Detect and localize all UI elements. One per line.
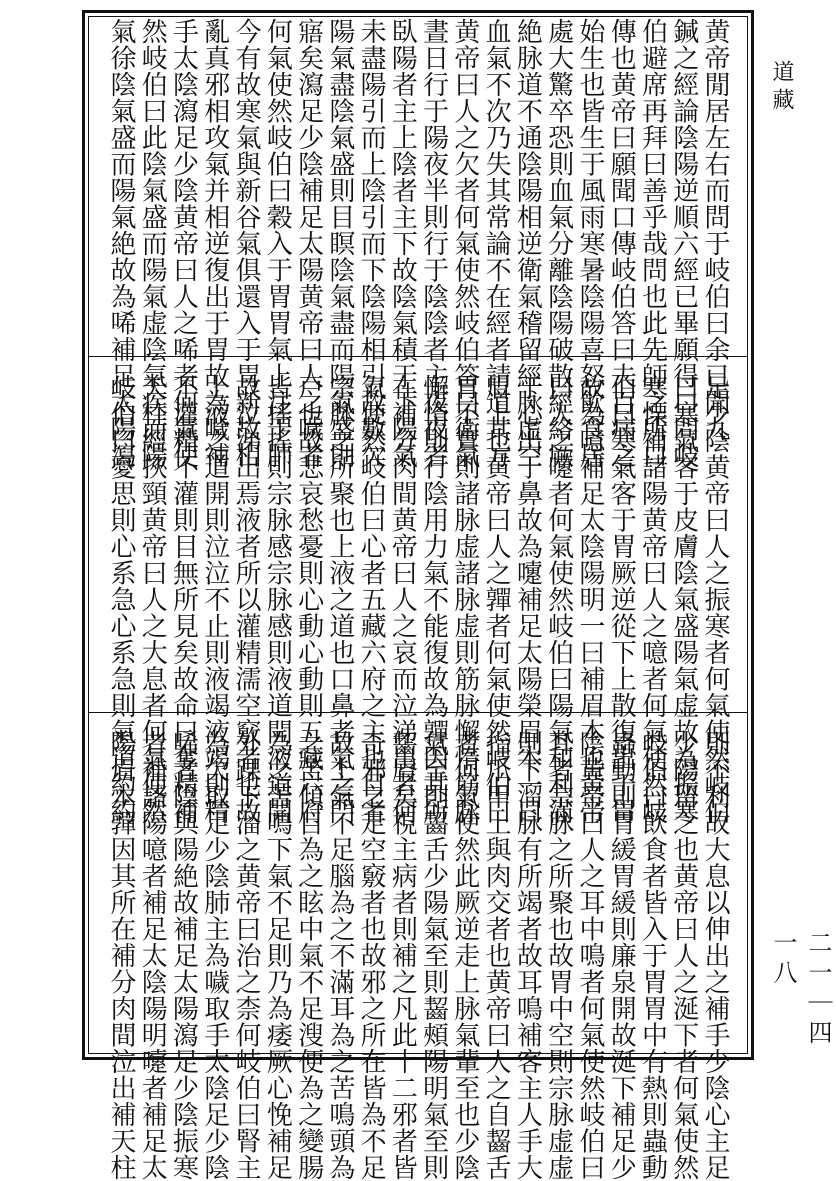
- text-column: 氣徐陰氣盛而陽氣絶故為唏補足太陽瀉: [106, 18, 136, 469]
- text-column: 伯曰寒氣客于胃厥逆從下上散復出于胃: [606, 374, 637, 825]
- text-column: 宗脉之所聚也上液之道也口鼻者氣之門: [324, 374, 355, 825]
- text-column: 足少陰黄帝曰人之振寒者何氣使然岐伯: [700, 374, 730, 825]
- text-column: 指爪甲上與肉交者也黄帝曰人之自齧舌: [481, 730, 512, 1181]
- text-column: 少陽留之也黄帝曰人之涎下者何氣使然: [668, 730, 699, 1181]
- text-column: 為欠取足少陰肺主為噦取手太陰足少陰: [199, 730, 230, 1181]
- text-column: 黄帝曰人之欠者何氣使然岐伯答曰衛氣: [449, 18, 480, 469]
- page-number: 二一｜四一八: [769, 930, 832, 1050]
- text-column: 岐伯曰憂思則心系急心系急則氣道約約: [106, 374, 136, 825]
- text-column: 亂真邪相攻氣并相逆復出于胃故為噦補: [199, 18, 230, 469]
- text-column: 在補分肉間黄帝曰人之哀而泣涕出者何: [387, 374, 418, 825]
- text-column: 處大驚卒恐則血氣分離陰陽破散經絡厥: [543, 18, 574, 469]
- text-column: 何氣使然岐伯曰穀入于胃胃氣上注于肺: [262, 18, 293, 469]
- text-column: 為之苦鳴下氣不足則乃為痿厥心悗補足: [262, 730, 293, 1181]
- text-column: 今有故寒氣與新谷氣俱還入于胃新故相: [231, 18, 262, 469]
- collection-title: 道藏: [769, 60, 794, 116]
- text-column: 耳者宗脉之所聚也故胃中空則宗脉虚虚: [543, 730, 574, 1181]
- text-column: 陰黄帝曰人之耳中鳴者何氣使然岐伯曰: [574, 730, 605, 1181]
- text-column: 則不利故大息以伸出之補手少陰心主足: [700, 730, 730, 1181]
- text-column: 氣至則齧舌少陽氣至則齧頰陽明氣至則: [418, 730, 449, 1181]
- text-column: 上液之道開則泣泣不止則液竭液竭則精: [199, 374, 230, 825]
- text-column: 伯避席再拜曰善乎哉問也此先師之所口: [637, 18, 668, 469]
- text-column: 未盡陽引而上陰引而下陰陽相引故數欠: [356, 18, 387, 469]
- text-column: 手太陰瀉足少陰黄帝曰人之唏者何氣使: [168, 18, 199, 469]
- text-column: 齧脣矣視主病者則補之凡此十二邪者皆: [387, 730, 418, 1181]
- text-column: 然岐伯曰此陰氣盛而陽氣虚陰氣疾而陽: [137, 18, 168, 469]
- text-column: 胃不實則諸脉虚諸脉虚則筋脉懈惰筋脉: [449, 374, 480, 825]
- text-column: 故為噫補足太陰陽明一曰補眉本也黄帝: [574, 374, 605, 825]
- text-column: 奇邪之走空竅者也故邪之所在皆為不足: [356, 730, 387, 1181]
- text-register-bottom: [88, 730, 748, 1181]
- text-column: 氣使然岐伯曰心者五藏六府之主也目者: [356, 374, 387, 825]
- text-column: 曰寒氣客于皮膚陰氣盛陽氣虚故為振寒: [668, 374, 699, 825]
- text-column: 故上氣不足腦為之不滿耳為之苦鳴頭為: [324, 730, 355, 1181]
- text-column: 黄帝閒居左右而問于岐伯曰余已聞九: [700, 18, 730, 442]
- text-column: 寒慄補諸陽黄帝曰人之噫者何氣使然岐: [637, 374, 668, 825]
- text-column: 皆搖搖則宗脉感宗脉感則液道開液道開: [262, 374, 293, 825]
- text-column: 于心出于鼻故為嚔補足太陽榮眉本一曰: [512, 374, 543, 825]
- text-column: 故泣涕出焉液者所以灌精濡空竅者也故: [231, 374, 262, 825]
- text-register-middle: [88, 374, 748, 825]
- text-column: 外踝下溜之黄帝曰治之柰何岐伯曰腎主: [231, 730, 262, 1181]
- text-column: 陽氣盡陰氣盛則目瞑陰氣盡而陽氣盛則: [324, 18, 355, 469]
- text-column: 臥陽者主上陰者主下故陰氣積于下陽氣: [387, 18, 418, 469]
- text-column: 始生也皆生于風雨寒暑陰陽喜怒飲食居: [574, 18, 605, 469]
- text-column: 之苦傾目為之眩中氣不足溲便為之變腸: [293, 730, 324, 1181]
- text-register-top: [88, 18, 748, 469]
- text-column: 蟲動則胃緩胃緩則廉泉開故涎下補足少: [606, 730, 637, 1181]
- text-column: 曰人之嚔者何氣使然岐伯曰陽氣和利滿: [543, 374, 574, 825]
- text-column: 岐伯曰飲食者皆入于胃胃中有熱則蟲動: [637, 730, 668, 1181]
- text-column: 唏者陰與陽絶故補足太陽瀉足少陰振寒: [168, 730, 199, 1181]
- text-column: 絶脉道不通陰陽相逆衛氣稽留經脉虚空: [512, 18, 543, 469]
- text-column: 則下溜脉有所竭者故耳鳴補客主人手大: [512, 730, 543, 1181]
- text-column: 天柱經挾頸黄帝曰人之大息者何氣使然: [137, 374, 168, 825]
- text-column: 者何氣使然此厥逆走上脉氣輩至也少陰: [449, 730, 480, 1181]
- text-column: 眉上也黄帝曰人之嚲者何氣使然岐伯曰: [481, 374, 512, 825]
- text-column: 寤矣瀉足少陰補足太陽黄帝曰人之噦者: [293, 18, 324, 469]
- text-column: 傳也黄帝曰願聞口傳岐伯答曰夫百病之: [606, 18, 637, 469]
- text-column: 懈惰則行陰用力氣不能復故為嚲因其所: [418, 374, 449, 825]
- text-column: 鍼之經論陰陽逆順六經已畢願得口問岐: [668, 18, 699, 469]
- text-column: 不灌精不灌則目無所見矣故命曰奪精補: [168, 374, 199, 825]
- text-column: 者補諸陽噫者補足太陰陽明嚔者補足太: [137, 730, 168, 1181]
- text-column: 戸也故悲哀愁憂則心動心動則五藏六府: [293, 374, 324, 825]
- text-column: 晝日行于陽夜半則行于陰陰者主夜夜者: [418, 18, 449, 469]
- text-column: 陽眉本嚲因其所在補分肉間泣出補天柱: [106, 730, 136, 1181]
- text-column: 血氣不次乃失其常論不在經者請道其方: [481, 18, 512, 469]
